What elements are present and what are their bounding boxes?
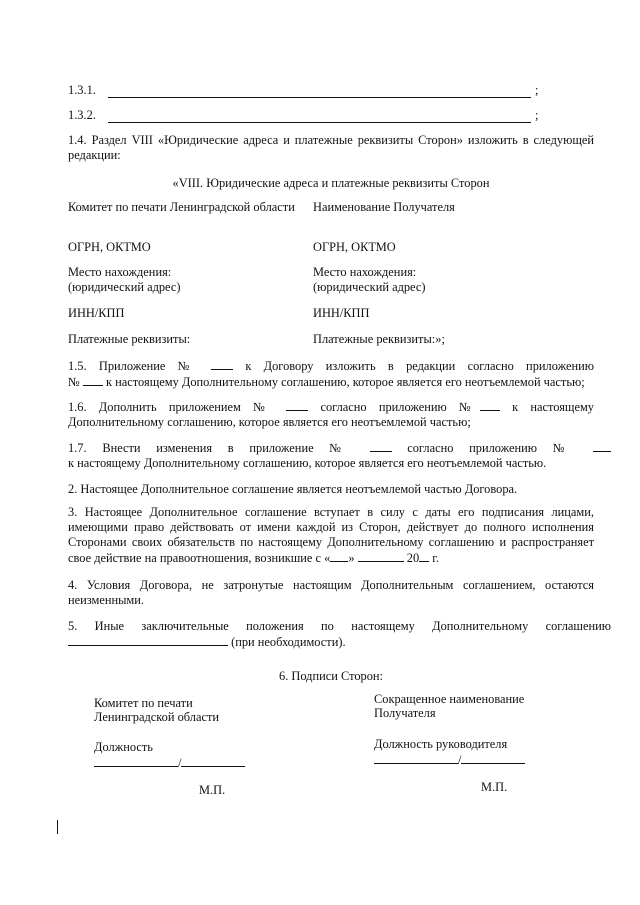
blank <box>370 440 392 452</box>
item-label: 1.3.1. <box>68 83 96 97</box>
item-end: ; <box>535 108 539 122</box>
left-ogrn: ОГРН, ОКТМО <box>68 240 151 254</box>
right-location: Место нахождения: <box>313 265 417 279</box>
text-cursor <box>57 820 58 834</box>
right-location-note: (юридический адрес) <box>313 280 426 294</box>
p17-line2: к настоящему Дополнительному соглашению, которое является его неотъемлемой частью. <box>68 456 547 470</box>
paragraph-3: 3. Настоящее Дополнительное соглашение вступает в силу с даты его подписания лицами, имеющими право действовать от имени каждой из Сторон, действует до полного исполнения Сторонами своих обязательств по настоящему Дополнительному соглашению и распространяет свое действие на правоотношения, возникшие с « » 20 г. <box>68 505 594 565</box>
sign-left-line: / <box>94 754 245 771</box>
item-1-3-1 <box>68 83 598 99</box>
blank <box>480 399 500 411</box>
paragraph-1-4: 1.4. Раздел VIII «Юридические адреса и платежные реквизиты Сторон» изложить в следующей редакции: <box>68 133 594 162</box>
sign-right-org1: Сокращенное наименование <box>374 692 525 706</box>
item-1-3-2 <box>68 108 598 124</box>
paragraph-5 <box>68 619 611 650</box>
paragraph-2: 2. Настоящее Дополнительное соглашение является неотъемлемой частью Договора. <box>68 482 518 496</box>
left-payment: Платежные реквизиты: <box>68 332 191 346</box>
p5-line1: 5. Иные заключительные положения по настоящему Дополнительному соглашению <box>68 619 611 633</box>
right-org: Наименование Получателя <box>313 200 455 214</box>
p17-line1: 1.7. Внести изменения в приложение № согласно приложению № <box>68 440 611 456</box>
left-location: Место нахождения: <box>68 265 172 279</box>
blank <box>83 374 103 386</box>
left-location-note: (юридический адрес) <box>68 280 181 294</box>
p16-line2: Дополнительному соглашению, которое является его неотъемлемой частью; <box>68 415 471 429</box>
blank-day <box>330 550 348 562</box>
left-org: Комитет по печати Ленинградской области <box>68 200 295 214</box>
blank-month <box>358 550 404 562</box>
left-inn: ИНН/КПП <box>68 306 125 320</box>
sign-left-org1: Комитет по печати <box>94 696 193 710</box>
fill-line <box>108 108 531 123</box>
right-payment: Платежные реквизиты:»; <box>313 332 445 346</box>
section-8-title: «VIII. Юридические адреса и платежные реквизиты Сторон <box>172 176 490 190</box>
item-end: ; <box>535 83 539 97</box>
sign-right-org2: Получателя <box>374 706 436 720</box>
blank <box>286 399 308 411</box>
sign-right-position: Должность руководителя <box>374 737 508 751</box>
right-ogrn: ОГРН, ОКТМО <box>313 240 396 254</box>
name-blank <box>461 751 525 764</box>
signatures-title: 6. Подписи Сторон: <box>279 669 383 683</box>
paragraph-1-5 <box>68 358 594 390</box>
p15-line2: № к настоящему Дополнительному соглашению, которое является его неотъемлемой частью; <box>68 375 585 389</box>
blank <box>593 440 611 452</box>
paragraph-1-6 <box>68 399 594 430</box>
p16-line1: 1.6. Дополнить приложением № согласно приложению № к настоящему <box>68 400 594 414</box>
sign-left-org2: Ленинградской области <box>94 710 220 724</box>
p5-line2: (при необходимости). <box>68 634 611 650</box>
blank-year <box>419 550 429 562</box>
sign-left-seal: М.П. <box>199 783 226 797</box>
sign-left-position: Должность <box>94 740 153 754</box>
sign-right-line: / <box>374 751 525 768</box>
blank <box>211 358 233 370</box>
item-label: 1.3.2. <box>68 108 96 122</box>
paragraph-1-7 <box>68 440 611 471</box>
signature-blank <box>94 754 178 767</box>
name-blank <box>181 754 245 767</box>
fill-line <box>108 83 531 98</box>
sign-right-seal: М.П. <box>481 780 508 794</box>
p15-line1: 1.5. Приложение № к Договору изложить в редакции согласно приложению <box>68 359 595 373</box>
right-inn: ИНН/КПП <box>313 306 370 320</box>
signature-blank <box>374 751 458 764</box>
blank <box>68 634 228 646</box>
paragraph-4: 4. Условия Договора, не затронутые настоящим Дополнительным соглашением, остаются неизменными. <box>68 578 594 607</box>
